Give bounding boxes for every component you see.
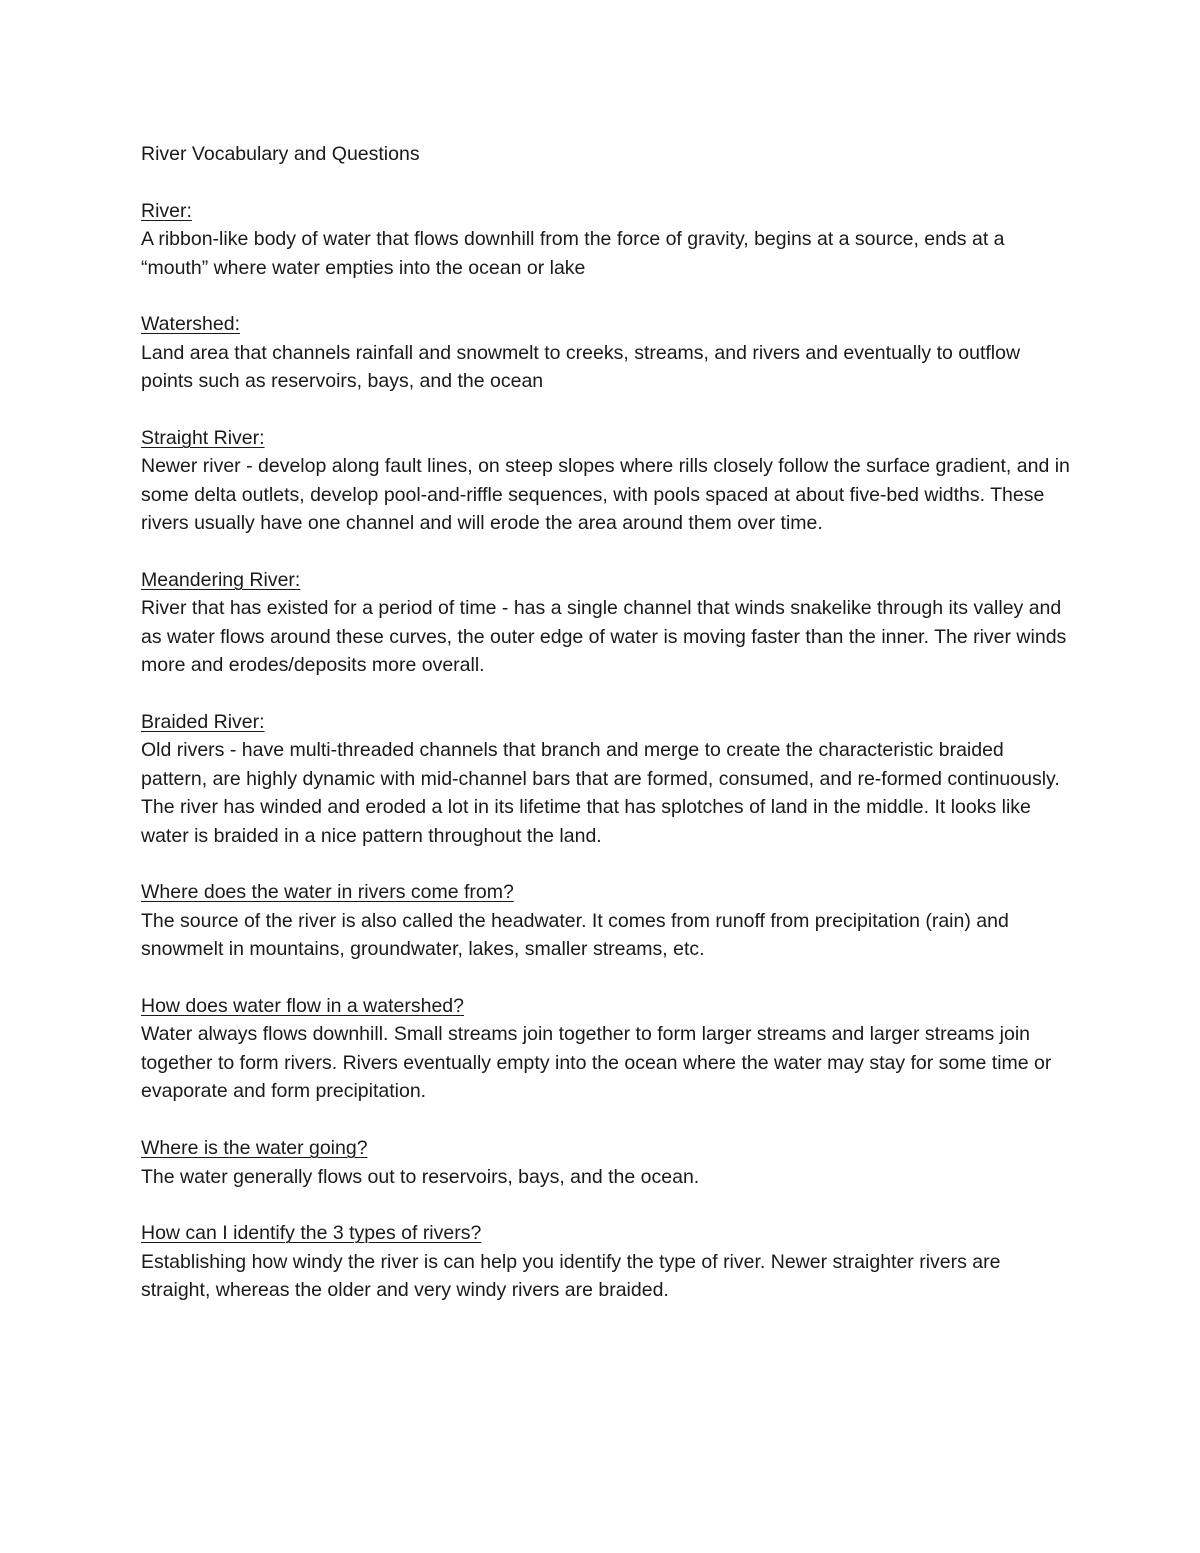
question-heading: Where is the water going? [141,1137,368,1160]
section-meandering-river [141,566,1071,680]
answer-body: Establishing how windy the river is can help you identify the type of river. Newer straighter rivers are straight, whereas the older and very windy rivers are braided. [141,1250,1001,1302]
question-heading: How can I identify the 3 types of rivers? [141,1222,482,1245]
answer-body: Water always flows downhill. Small streams join together to form larger streams and larger streams join together to form rivers. Rivers eventually empty into the ocean where the water may stay for some time or evaporate and form precipitation. [141,1023,1052,1103]
answer-body: The water generally flows out to reservoirs, bays, and the ocean. [141,1165,700,1188]
section-heading: Braided River: [141,711,265,734]
section-body: A ribbon-like body of water that flows downhill from the force of gravity, begins at a source, ends at a “mouth” where water empties into the ocean or lake [141,228,1005,279]
section-heading: River: [141,199,192,222]
section-body: River that has existed for a period of time - has a single channel that winds snakelike through its valley and as water flows around these curves, the outer edge of water is moving faster than the inner. The river winds more and erodes/deposits more overall. [141,597,1067,677]
section-question-water-going [141,1134,1071,1191]
section-question-water-source [141,878,1071,963]
section-question-identify-types [141,1219,1071,1304]
section-body: Newer river - develop along fault lines, on steep slopes where rills closely follow the surface gradient, and in some delta outlets, develop pool-and-riffle sequences, with pools spaced at about five-bed widths. These rivers usually have one channel and will erode the area around them over time. [141,455,1070,535]
section-heading: Watershed: [141,313,240,336]
section-braided-river [141,708,1071,850]
document-page [141,140,1071,1333]
section-straight-river [141,424,1071,538]
section-heading: Straight River: [141,427,265,450]
section-question-watershed-flow [141,992,1071,1106]
question-heading: How does water flow in a watershed? [141,995,464,1018]
question-heading: Where does the water in rivers come from? [141,881,514,904]
document-title: River Vocabulary and Questions [141,143,420,165]
answer-body: The source of the river is also called the headwater. It comes from runoff from precipitation (rain) and snowmelt in mountains, groundwater, lakes, smaller streams, etc. [141,909,1009,961]
section-river [141,197,1071,282]
section-watershed [141,310,1071,395]
section-body: Land area that channels rainfall and snowmelt to creeks, streams, and rivers and eventually to outflow points such as reservoirs, bays, and the ocean [141,341,1021,393]
section-heading: Meandering River: [141,569,301,592]
section-body: Old rivers - have multi-threaded channels that branch and merge to create the characteristic braided pattern, are highly dynamic with mid-channel bars that are formed, consumed, and re-formed continuously. The river has winded and eroded a lot in its lifetime that has splotches of land in the middle. It looks like water is braided in a nice pattern throughout the land. [141,739,1060,847]
